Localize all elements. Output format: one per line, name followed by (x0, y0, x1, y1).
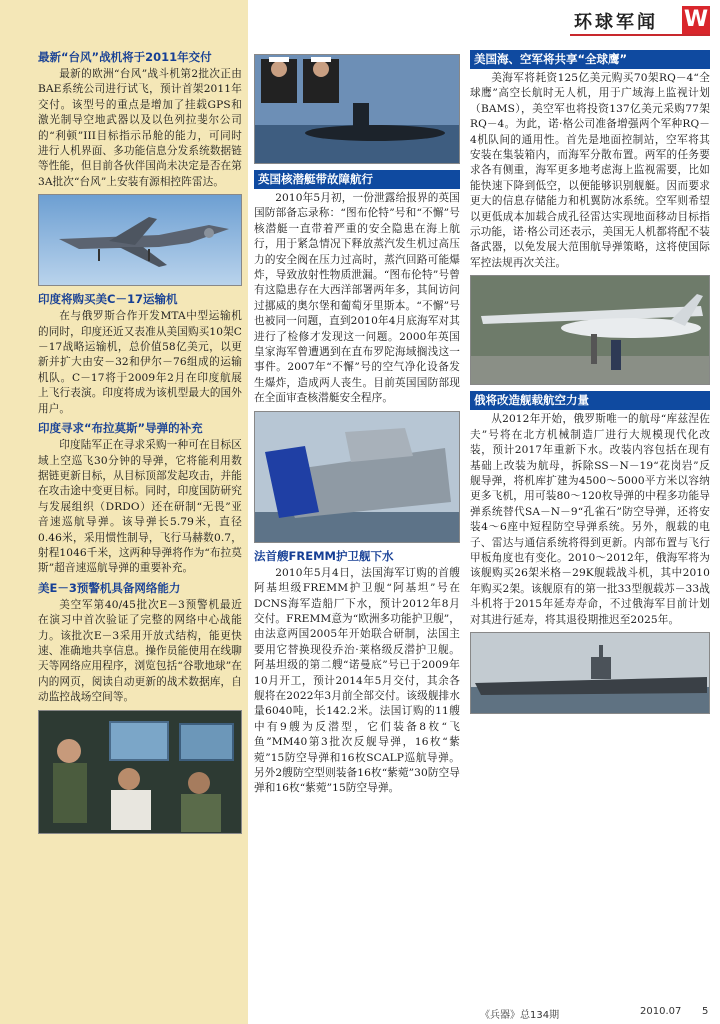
headline-c17: 印度将购买美C－17运输机 (38, 292, 178, 307)
magazine-badge: W (683, 7, 709, 32)
article-fremm (254, 549, 460, 797)
right-column (470, 50, 710, 720)
typhoon-jet-image (39, 195, 242, 285)
body-typhoon: 最新的欧洲“台风”战斗机第2批次正由BAE系统公司进行试飞，预计首架2011年交付。该型号的重点是增加了挂载GPS和激光制导空地武器以及以色列拉斐尔公司的“利顿”III目标指示吊舱的能力，可同时进行人机界面、多功能信息分发系统数据链等性能，但目前各伙伴国尚未决定是否在第3A批次“台风”上安装有源相控阵雷达。 (38, 68, 242, 188)
headline-e3: 美E－3预警机具备网络能力 (38, 580, 181, 595)
photo-kuznetsov-carrier (470, 632, 710, 714)
article-uk-submarine (254, 170, 460, 407)
body-c17: 在与俄罗斯合作开发MTA中型运输机的同时，印度还近又表准从美国购买10架C－17战略运输机，总价值58亿美元，以更新并扩大由安－32和伊尔－76组成的运输机队。C－17将于2009年2月在印度航展上飞行表演。印度将成为该机型最大的国外用户。 (38, 310, 242, 415)
middle-column (254, 50, 460, 801)
article-typhoon (38, 50, 242, 190)
article-e3 (38, 581, 242, 706)
submarine-image (255, 55, 460, 163)
headline-uk-submarine: 英国核潜艇带故障航行 (254, 170, 460, 189)
footer-publication: 《兵器》总134期 (480, 1010, 560, 1021)
magazine-header (570, 6, 710, 36)
headline-brahmos: 印度寻求“布拉莫斯”导弹的补充 (38, 421, 203, 436)
photo-global-hawk (470, 275, 710, 385)
footer-date: 2010.07 (640, 1006, 682, 1017)
headline-fremm: 法首艘FREMM护卫舰下水 (254, 548, 394, 563)
headline-russia-carrier: 俄将改造舰载航空力量 (470, 391, 710, 410)
global-hawk-image (471, 276, 710, 384)
photo-submarine (254, 54, 460, 164)
magazine-title: 环球军闻 (574, 12, 658, 33)
article-russia-carrier (470, 391, 710, 628)
article-brahmos (38, 421, 242, 577)
photo-fremm-frigate (254, 411, 460, 543)
headline-typhoon: 最新“台风”战机将于2011年交付 (38, 50, 212, 64)
kuznetsov-carrier-image (471, 633, 710, 713)
body-russia-carrier: 从2012年开始，俄罗斯唯一的航母“库兹涅佐夫”号将在北方机械制造厂进行大规模现代化改装，预计2017年重新下水。改装内容包括在现有基础上改装为航母，拆除SS－N－19“花岗岩”反舰导弹，将机库扩建为4500～5000平方米以容纳更多飞机，用可装80～120枚导弹的中程多功能导弹系统替代SA－N－9“孔雀石”防空导弹，还将安装4～6座中短程防空导弹系统。另外，舰载的电子、雷达与通信系统将得到更新。内部布置与飞行甲板角度也有变化。2010～2012年，俄海军将为该舰购买26架米格－29K舰载战斗机，其中2010年购买2架。该舰原有的第一批33型舰载苏－33战斗机将于2015年延寿寿命，不过俄海军目前计划对其进行延寿，将其退役期推迟至2025年。 (470, 413, 710, 626)
page-number: 5 (702, 1006, 709, 1017)
article-global-hawk (470, 50, 710, 271)
photo-e3-crew (38, 710, 242, 834)
photo-typhoon-jet (38, 194, 242, 286)
body-uk-submarine: 2010年5月初，一份泄露给报界的英国国防部备忘录称：“图布伦特”号和“不懈”号核潜艇一直带着严重的安全隐患在海上航行，用于紧急情况下释放蒸汽发生机过高压力的安全阀在压力过高时，蒸汽回路可能爆炸，导致放射性物质泄漏。“图布伦特”号曾有这隐患存在大西洋部署两年多，其间访问过挪威的奥尔堡和葡萄牙里斯本。“不懈”号也被同一问题，直到2010年4月底海军对其进行了检修才发现这一问题。2000年英国皇家海军曾遭遇到在直布罗陀海域搁浅这一事件。2007年“不懈”号的空气净化设备发生爆炸，造成两人丧生。目前英国国防部现在全面审查核潜艇安全程序。 (254, 192, 460, 405)
body-e3: 美空军第40/45批次E－3预警机最近在演习中首次验证了完整的网络中心战能力。该批次E－3采用开放式结构，能更快速、准确地共享信息。操作员能使用在线聊天等网络应用程序，浏览包括“谷歌地球”在内的网页，阅读自动更新的战术数据库，自动监控战场空间等。 (38, 598, 242, 704)
article-c17 (38, 292, 242, 417)
headline-global-hawk: 美国海、空军将共享“全球鹰” (470, 50, 710, 69)
e3-crew-image (39, 711, 242, 833)
body-global-hawk: 美海军将耗资125亿美元购买70架RQ－4“全球鹰”高空长航时无人机，用于广域海上监视计划（BAMS），美空军也将投资137亿美元采购77架RQ－4。为此，诺·格公司准备增强两个军种RQ－4机队间的通用性。首先是地面控制站，空军将其安装在集装箱内，而海军分散布置。两军的任务要求各有侧重，海军更多地考虑海上监视需要，比如能快速下降到低空，以便能够识别舰艇。因而要求更大的信息存储能力和机翼防冰系统。空军则希望以更低成本加载合成孔径雷达实现地面移动目标指示功能，诺·格公司还表示，美国无人机都将配不装备武器，以免发展大范围航导弹策略，这将使国际军控法规再次关注。 (470, 72, 710, 269)
fremm-frigate-image (255, 412, 460, 542)
body-brahmos: 印度陆军正在寻求采购一种可在目标区域上空巡飞30分钟的导弹，它将能利用数据链更新目标，从目标顶部发起攻击，并能在攻击途中变更目标。同时，印度国防研究与发展组织（DRDO）还在研制“无畏”亚音速巡航导弹。该导弹长5.79米，直径0.46米，采用惯性制导，飞行马赫数0.7，射程1046千米，这两种导弹将作为“布拉莫斯”超音速巡航导弹的重要补充。 (38, 439, 242, 575)
body-fremm: 2010年5月4日，法国海军订购的首艘阿基坦级FREMM护卫舰“阿基坦”号在DCNS海军造船厂下水，预计2012年8月交付。FREMM意为“欧洲多功能护卫舰”，由法意两国2005年开始联合研制，法国主要用它替换现役乔治·莱格级反潜护卫舰。阿基坦级的第二艘“诺曼底”号已于2009年10月开工，预计2014年5月交付，其余各舰将在2022年3月前全部交付。该级舰排水量6040吨，长142.2米。法国订购的11艘中有9艘为反潜型，它们装备8枚“飞鱼”MM40第3批次反舰导弹，16枚“紫菀”15防空导弹和16枚SCALP巡航导弹。另外2艘防空型则装备16枚“紫菀”30防空导弹和16枚“紫菀”15防空导弹。 (254, 566, 460, 795)
left-column (0, 0, 248, 1024)
